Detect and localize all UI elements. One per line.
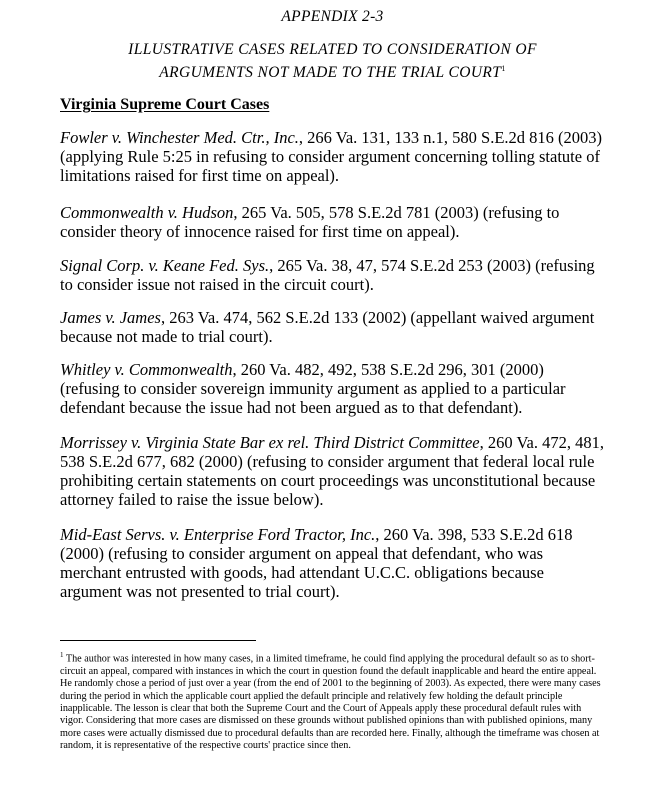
footnote-divider <box>60 640 256 641</box>
case-citation: , 266 Va. 131, 133 n.1, 580 S.E.2d 816 (2003) (applying Rule 5:25 in refusing to consider argument concerning tolling statute of limitations raised for first time on appeal). <box>60 128 603 185</box>
case-citation: , 265 Va. 505, 578 S.E.2d 781 (2003) (refusing to consider theory of innocence raised for first time on appeal). <box>60 203 560 241</box>
case-name: Mid-East Servs. v. Enterprise Ford Tractor, Inc. <box>60 525 376 544</box>
case-citation: , 260 Va. 472, 481, 538 S.E.2d 677, 682 (2000) (refusing to consider argument that federal local rule prohibiting certain statements on court proceedings was unconstitutional because attorney failed to raise the issue below). <box>60 433 605 509</box>
case-name: Fowler v. Winchester Med. Ctr., Inc. <box>60 128 299 147</box>
case-entry <box>60 433 605 509</box>
case-citation: , 263 Va. 474, 562 S.E.2d 133 (2002) (appellant waived argument because not made to trial court). <box>60 308 595 346</box>
case-name: Whitley v. Commonwealth <box>60 360 233 379</box>
case-name: Commonwealth v. Hudson <box>60 203 234 222</box>
footnote-text: The author was interested in how many cases, in a limited timeframe, he could find applying the procedural default so as to short-circuit an appeal, compared with instances in which the court in question found the default inapplicable and heard the entire appeal. He randomly chose a period of just over a year (from the end of 2001 to the beginning of 2003). As expected, there were many cases during the period in which the applicable court applied the default principle and relatively few holding the default principle inapplicable. The lesson is clear that both the Supreme Court and the Court of Appeals apply these procedural default rules with vigor. Considering that more cases are dismissed on these grounds without published opinions than with published opinions, many more cases were actually dismissed due to procedural defaults than are recorded here. Finally, although the timeframe was chosen at random, it is representative of the respective courts' practice since then. <box>60 653 601 752</box>
case-entry <box>60 256 605 294</box>
title-line-1: ILLUSTRATIVE CASES RELATED TO CONSIDERATION OF <box>128 41 537 58</box>
case-citation: , 260 Va. 398, 533 S.E.2d 618 (2000) (refusing to consider argument on appeal that defendant, who was merchant entrusted with goods, had attendant U.C.C. obligations because argument was not presented to trial court). <box>60 525 573 601</box>
footnote-marker: 1 <box>60 651 64 659</box>
section-heading: Virginia Supreme Court Cases <box>60 96 270 113</box>
title-line-2: ARGUMENTS NOT MADE TO THE TRIAL COURT <box>159 64 502 82</box>
appendix-label: APPENDIX 2-3 <box>281 8 384 25</box>
case-name: James v. James <box>60 308 161 327</box>
case-citation: , 260 Va. 482, 492, 538 S.E.2d 296, 301 (2000) (refusing to consider sovereign immunity argument as applied to a particular defendant because the issue had not been argued as to that defendant). <box>60 360 566 417</box>
page-title <box>40 40 625 82</box>
footnote <box>60 649 607 753</box>
case-entry <box>60 525 605 601</box>
case-name: Signal Corp. v. Keane Fed. Sys. <box>60 256 270 275</box>
footnote-reference[interactable]: 1 <box>501 64 506 73</box>
case-entry <box>60 308 605 346</box>
case-entry <box>60 203 605 241</box>
case-entry <box>60 128 605 185</box>
case-entry <box>60 360 605 417</box>
case-citation: , 265 Va. 38, 47, 574 S.E.2d 253 (2003) (refusing to consider issue not raised in the circuit court). <box>60 256 595 294</box>
case-name: Morrissey v. Virginia State Bar ex rel. Third District Committee <box>60 433 480 452</box>
